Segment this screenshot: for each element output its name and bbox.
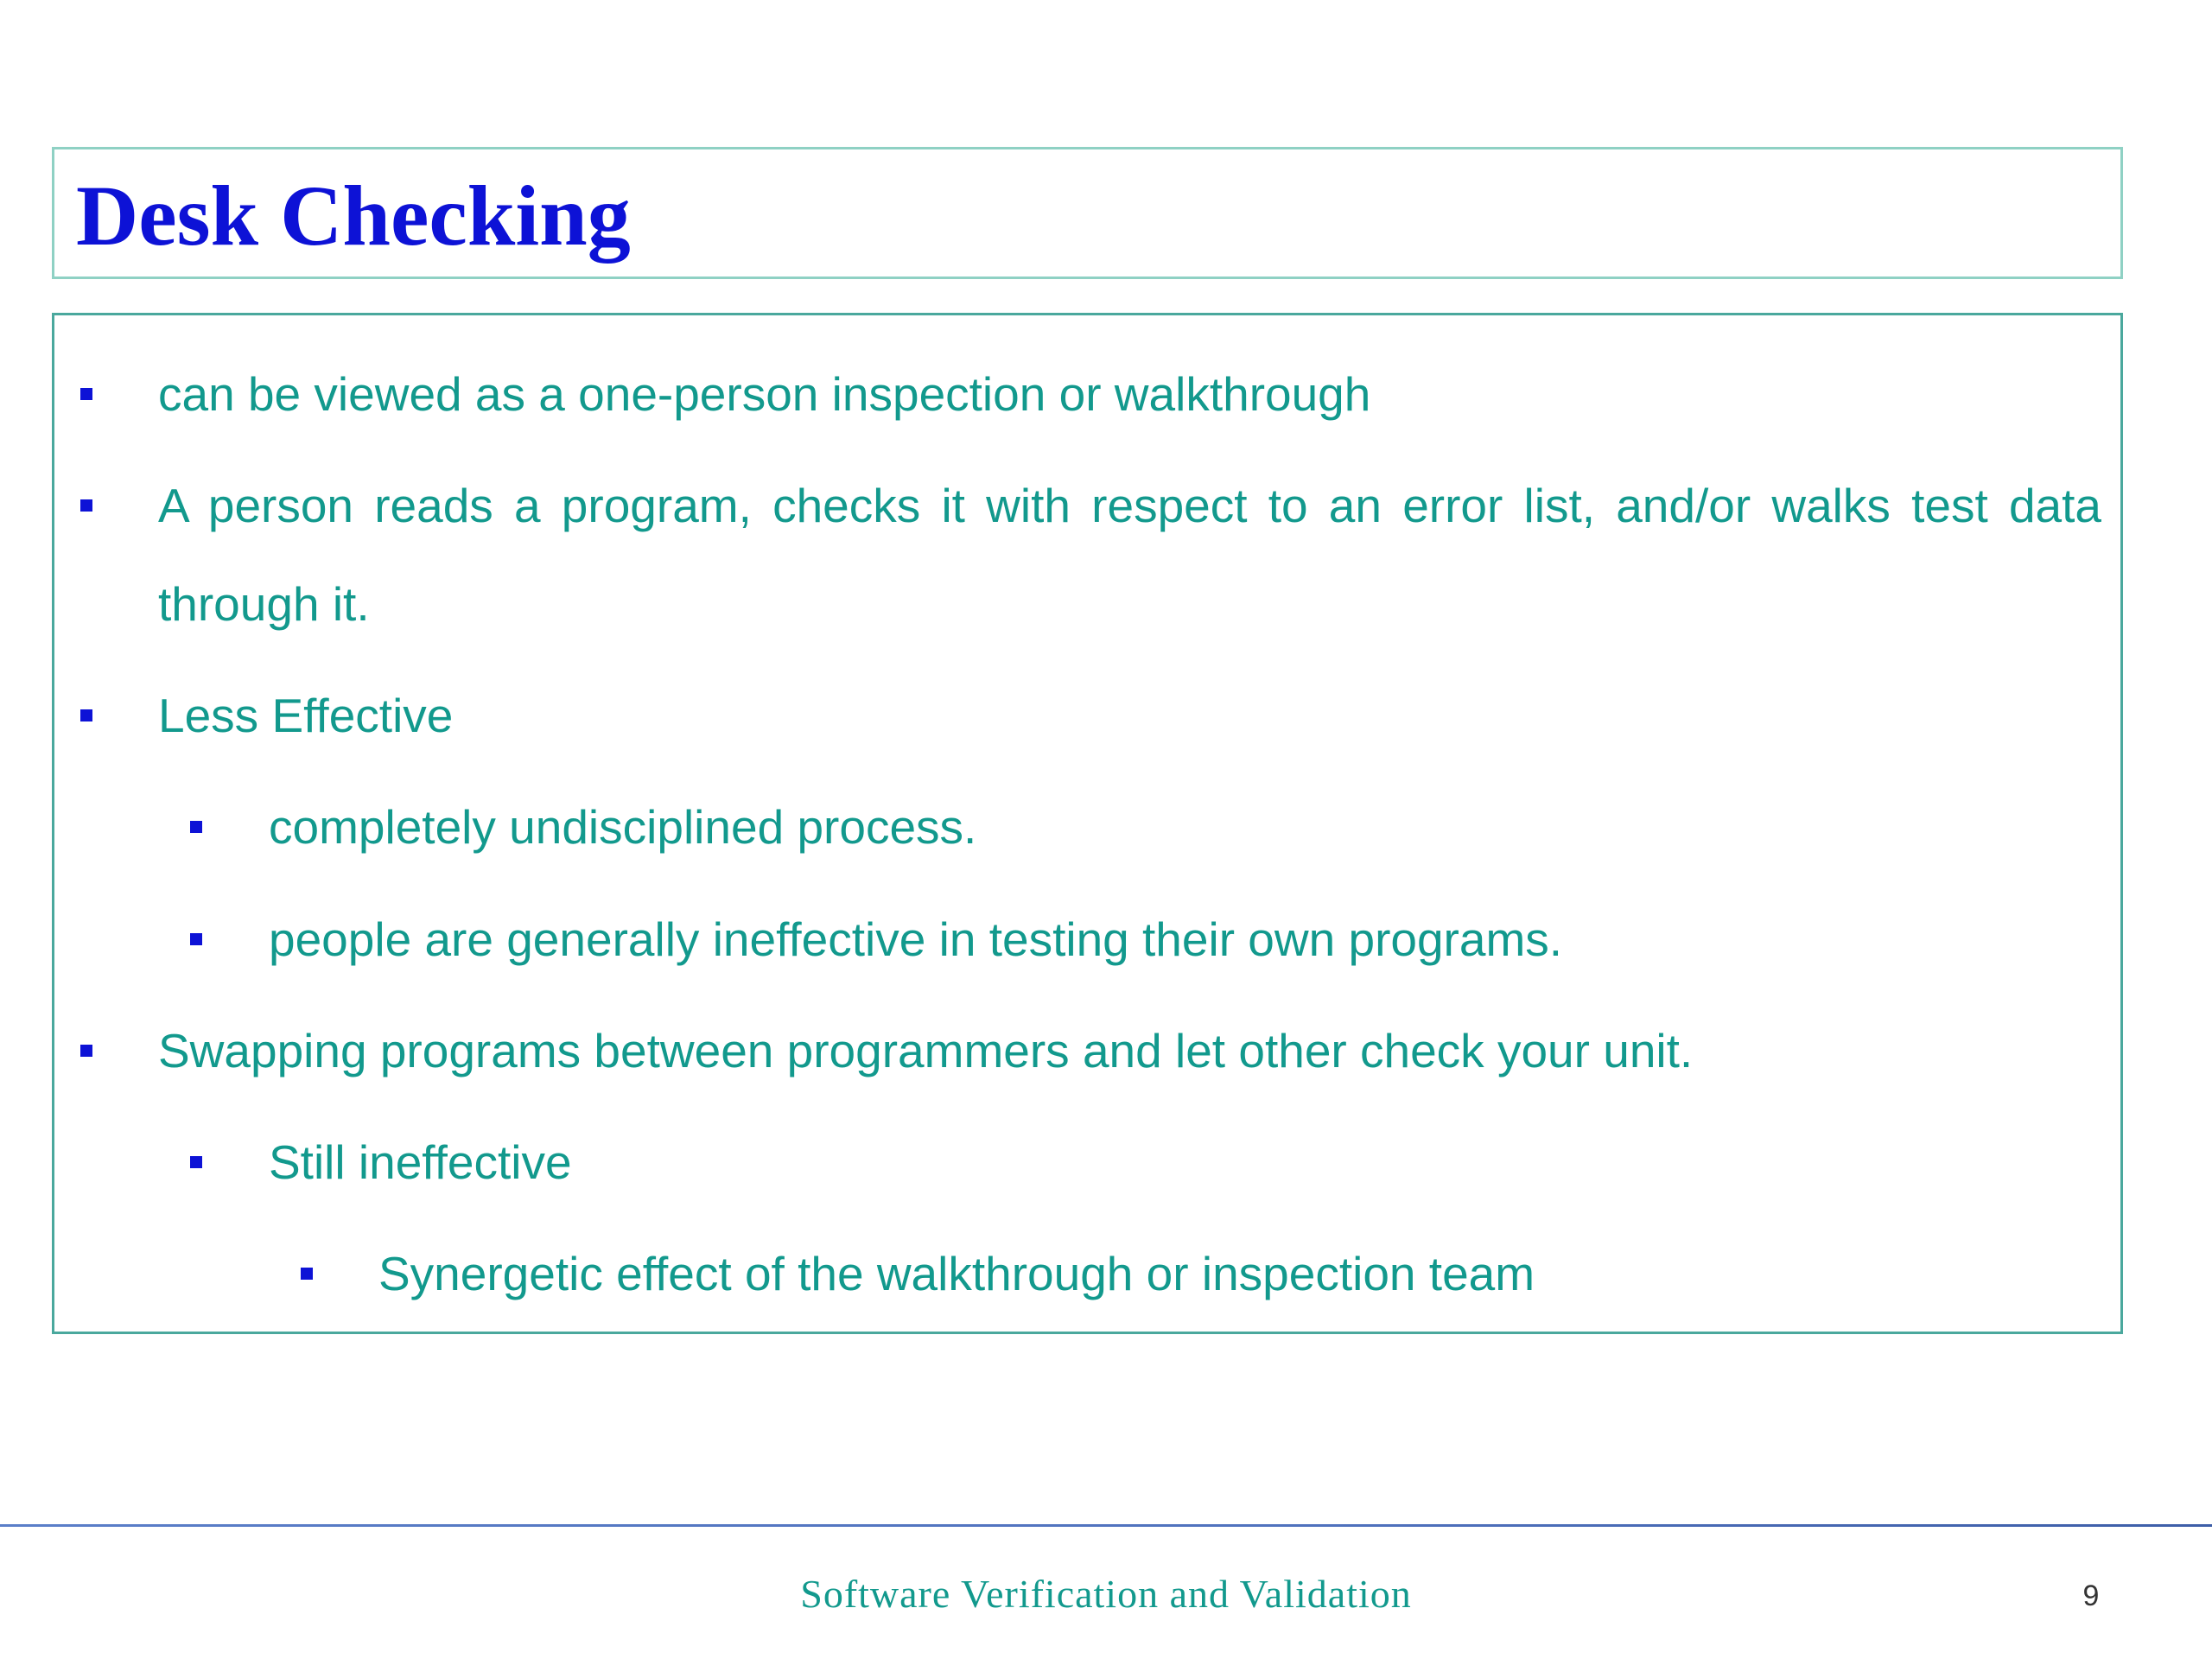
bullet-text: A person reads a program, checks it with respect to an error list, and/or walks test data through it. <box>158 479 2101 631</box>
square-bullet-icon <box>190 933 202 945</box>
slide-title: Desk Checking <box>76 168 631 264</box>
bullet-text: Synergetic effect of the walkthrough or inspection team <box>378 1247 1535 1300</box>
bullet-text: people are generally ineffective in testing their own programs. <box>269 912 1563 966</box>
content-box <box>52 313 2123 1334</box>
square-bullet-icon <box>80 709 92 721</box>
bullet-text: can be viewed as a one-person inspection or walkthrough <box>158 367 1371 421</box>
title-box <box>52 147 2123 279</box>
bullet-text: Less Effective <box>158 689 454 742</box>
bullet-text: Still ineffective <box>269 1135 572 1189</box>
bullet-text: Swapping programs between programmers and let other check your unit. <box>158 1024 1694 1077</box>
footer-title: Software Verification and Validation <box>800 1572 1412 1616</box>
bullet-text: completely undisciplined process. <box>269 800 977 854</box>
square-bullet-icon <box>80 388 92 400</box>
footer-divider <box>0 1524 2212 1527</box>
square-bullet-icon <box>190 821 202 833</box>
square-bullet-icon <box>80 1045 92 1057</box>
square-bullet-icon <box>80 499 92 512</box>
square-bullet-icon <box>190 1156 202 1168</box>
page-number: 9 <box>2082 1580 2100 1612</box>
square-bullet-icon <box>301 1268 313 1280</box>
